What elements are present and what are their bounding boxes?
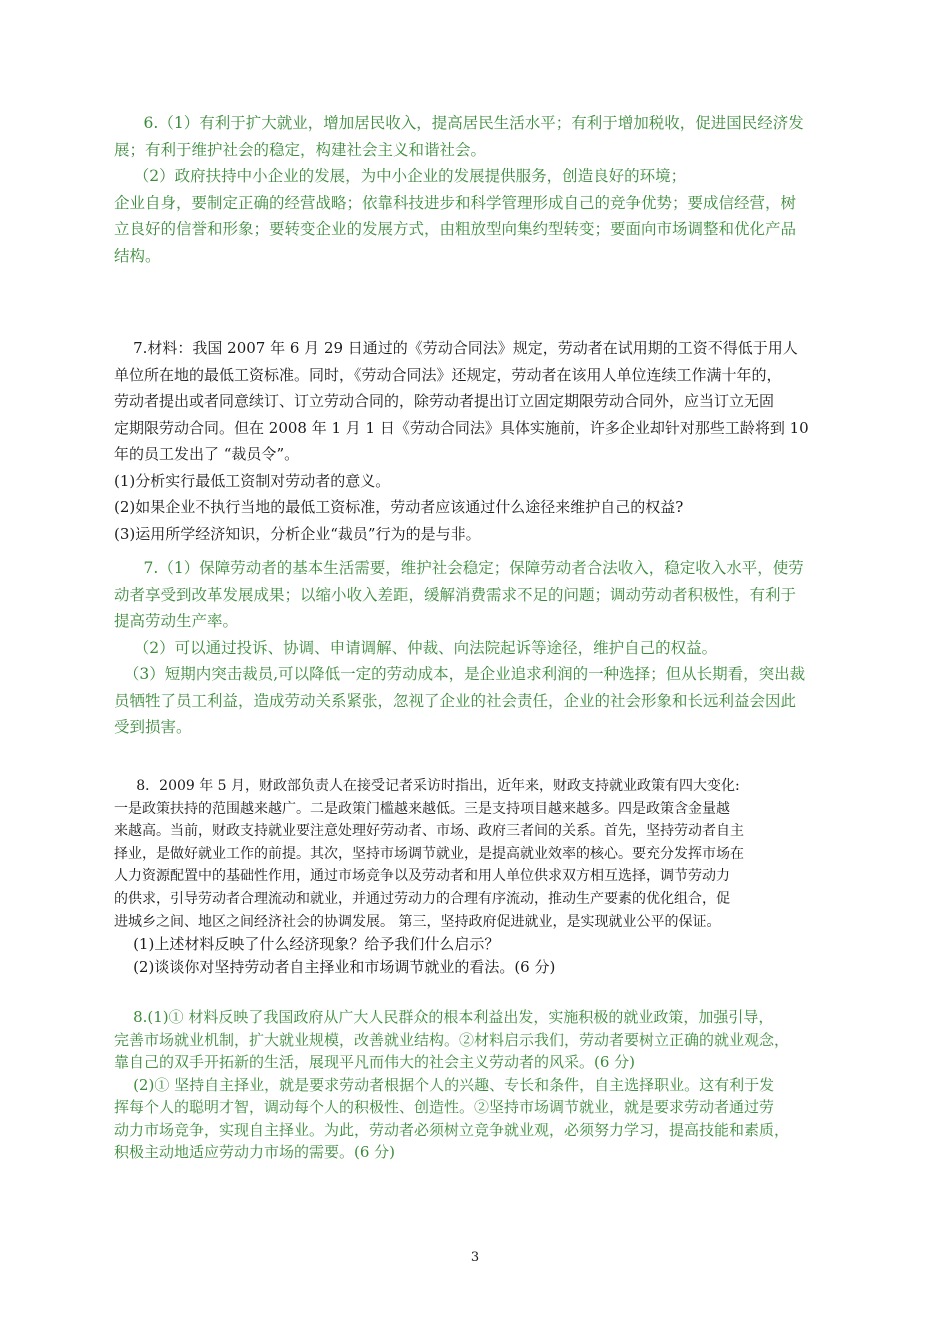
- answer-8: [114, 1006, 838, 1164]
- question-8: [114, 775, 838, 978]
- answer-8-line: 积极主动地适应劳动力市场的需要。(6 分): [114, 1143, 396, 1161]
- question-7-subquestion: (2)如果企业不执行当地的最低工资标准，劳动者应该通过什么途径来维护自己的权益?: [114, 498, 684, 516]
- answer-6-line: 企业自身，要制定正确的经营战略；依靠科技进步和科学管理形成自己的竞争优势；要成信经营，树: [114, 193, 797, 212]
- answer-7-line: （3）短期内突击裁员,可以降低一定的劳动成本，是企业追求利润的一种选择；但从长期看，突出裁: [114, 665, 806, 683]
- question-7: [114, 335, 838, 547]
- answer-6-line: （2）政府扶持中小企业的发展，为中小企业的发展提供服务，创造良好的环境；: [114, 167, 687, 185]
- question-8-material-line: 择业，是做好就业工作的前提。其次，坚持市场调节就业，是提高就业效率的核心。要充分发挥市场在: [114, 845, 744, 862]
- question-8-subquestion: (1)上述材料反映了什么经济现象？给予我们什么启示？: [114, 935, 500, 954]
- question-7-material-line: 年的员工发出了 “裁员令”。: [114, 445, 300, 463]
- answer-8-line: 靠自己的双手开拓新的生活，展现平凡而伟大的社会主义劳动者的风采。(6 分): [114, 1053, 636, 1071]
- answer-7-line: 动者享受到改革发展成果；以缩小收入差距，缓解消费需求不足的问题；调动劳动者积极性，有利于: [114, 585, 797, 604]
- answer-7: [114, 555, 838, 741]
- answer-8-line: 挥每个人的聪明才智，调动每个人的积极性、创造性。②坚持市场调节就业，就是要求劳动者通过劳: [114, 1098, 775, 1116]
- question-8-material-line: 人力资源配置中的基础性作用，通过市场竞争以及劳动者和用人单位供求双方相互选择，调节劳动力: [114, 868, 730, 885]
- question-8-material-line: 一是政策扶持的范围越来越广。二是政策门槛越来越低。三是支持项目越来越多。四是政策含金量越: [114, 800, 730, 817]
- question-7-subquestion: (3)运用所学经济知识，分析企业“裁员”行为的是与非。: [114, 524, 481, 543]
- answer-7-line: 提高劳动生产率。: [114, 612, 239, 630]
- question-7-subquestion: (1)分析实行最低工资制对劳动者的意义。: [114, 471, 391, 490]
- answer-6-line: 展；有利于维护社会的稳定，构建社会主义和谐社会。: [114, 140, 487, 159]
- question-7-material-line: 定期限劳动合同。但在 2008 年 1 月 1 日《劳动合同法》具体实施前，许多企业却针对那些工龄将到 10: [114, 418, 809, 437]
- answer-8-line: 8.(1)① 材料反映了我国政府从广大人民群众的根本利益出发，实施积极的就业政策，加强引导，: [114, 1008, 774, 1026]
- question-7-material-line: 劳动者提出或者同意续订、订立劳动合同的，除劳动者提出订立固定期限劳动合同外，应当订立无固: [114, 392, 775, 410]
- answer-6: [114, 110, 838, 269]
- question-8-material-line: 8．2009 年 5 月，财政部负责人在接受记者采访时指出，近年来，财政支持就业政策有四大变化:: [114, 778, 740, 794]
- question-7-material-line: 单位所在地的最低工资标准。同时，《劳动合同法》还规定，劳动者在该用人单位连续工作满十年的，: [114, 365, 782, 384]
- answer-7-line: 员牺牲了员工利益，造成劳动关系紧张，忽视了企业的社会责任，企业的社会形象和长远利益会因此: [114, 691, 797, 710]
- answer-6-line: 结构。: [114, 246, 161, 265]
- answer-6-line: 立良好的信誉和形象；要转变企业的发展方式，由粗放型向集约型转变；要面向市场调整和优化产品: [114, 220, 797, 238]
- question-8-material-line: 进城乡之间、地区之间经济社会的协调发展。 第三，坚持政府促进就业，是实现就业公平的保证。: [114, 913, 721, 930]
- answer-8-line: 完善市场就业机制，扩大就业规模，改善就业结构。②材料启示我们，劳动者要树立正确的就业观念，: [114, 1030, 790, 1049]
- answer-7-line: 7.（1）保障劳动者的基本生活需要，维护社会稳定；保障劳动者合法收入，稳定收入水平，使劳: [114, 559, 804, 577]
- question-8-material-line: 来越高。当前，财政支持就业要注意处理好劳动者、市场、政府三者间的关系。首先，坚持劳动者自主: [114, 823, 744, 840]
- answer-8-line: 动力市场竞争，实现自主择业。为此，劳动者必须树立竞争就业观，必须努力学习，提高技能和素质，: [114, 1120, 790, 1139]
- page-number: 3: [470, 1250, 480, 1265]
- question-8-subquestion: (2)谈谈你对坚持劳动者自主择业和市场调节就业的看法。(6 分): [114, 957, 556, 976]
- question-8-material-line: 的供求，引导劳动者合理流动和就业，并通过劳动力的合理有序流动，推动生产要素的优化组合，促: [114, 890, 730, 907]
- question-7-material-line: 7.材料：我国 2007 年 6 月 29 日通过的《劳动合同法》规定，劳动者在试用期的工资不得低于用人: [114, 339, 798, 357]
- answer-7-line: （2）可以通过投诉、协调、申请调解、仲裁、向法院起诉等途径，维护自己的权益。: [114, 638, 718, 657]
- answer-7-line: 受到损害。: [114, 718, 192, 736]
- answer-8-line: (2)① 坚持自主择业，就是要求劳动者根据个人的兴趣、专长和条件，自主选择职业。这有利于发: [114, 1075, 775, 1094]
- answer-6-line: 6.（1）有利于扩大就业，增加居民收入，提高居民生活水平；有利于增加税收，促进国民经济发: [114, 114, 804, 132]
